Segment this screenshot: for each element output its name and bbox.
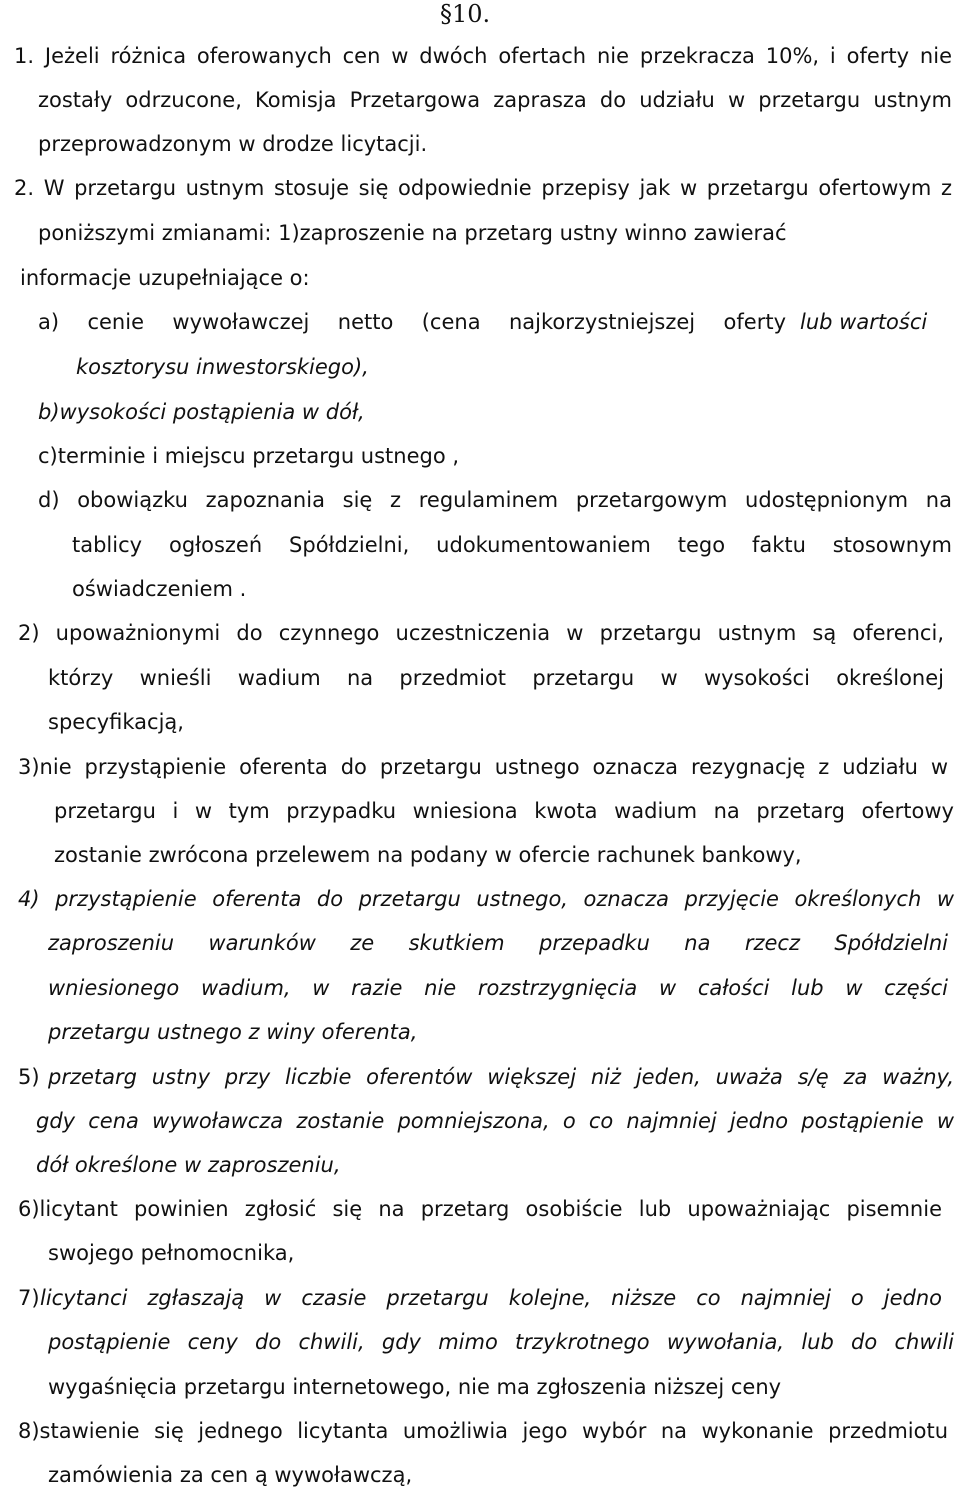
item-b-line-1: b)wysokości postąpienia w dół, [38,400,365,424]
item-2-line-3: specyfikacją, [48,710,184,734]
item-5-line-1: przetarg ustny przy liczbie oferentów większej niż jeden, uważa s/ę za ważny, [48,1065,954,1089]
item-6-line-2: swojego pełnomocnika, [48,1241,295,1265]
section-heading: §10. [440,0,491,28]
item-8-line-2: zamówienia za cen ą wywoławczą, [48,1463,413,1487]
item-4-line-2: zaproszeniu warunków ze skutkiem przepadku na rzecz Spółdzielni [48,931,948,955]
paragraph-1-line-3: przeprowadzonym w drodze licytacji. [38,132,428,156]
item-2-line-2: którzy wnieśli wadium na przedmiot przetargu w wysokości określonej [48,666,944,690]
paragraph-2-line-3: informacje uzupełniające o: [20,266,310,290]
item-7-line-1: licytanci zgłaszają w czasie przetargu kolejne, niższe co najmniej o jedno [40,1286,942,1310]
item-4-line-3: wniesionego wadium, w razie nie rozstrzygnięcia w całości lub w części [48,976,948,1000]
paragraph-1-line-2: zostały odrzucone, Komisja Przetargowa zaprasza do udziału w przetargu ustnym [38,88,952,112]
item-a-line-1-italic: lub wartości [800,310,928,334]
item-7-line-2: postąpienie ceny do chwili, gdy mimo trzykrotnego wywołania, lub do chwili [48,1330,954,1354]
item-d-line-1: d) obowiązku zapoznania się z regulaminem przetargowym udostępnionym na [38,488,952,512]
item-a-line-2: kosztorysu inwestorskiego), [76,355,369,379]
item-5-number: 5) [18,1065,40,1089]
item-a-line-1: a) cenie wywoławczej netto (cena najkorzystniejszej oferty [38,310,786,334]
item-7-number: 7) [18,1286,40,1310]
item-d-line-3: oświadczeniem . [72,577,247,601]
paragraph-2-line-1: 2. W przetargu ustnym stosuje się odpowiednie przepisy jak w przetargu ofertowym z [14,176,952,200]
item-5-line-3: dół określone w zaproszeniu, [36,1153,341,1177]
item-3-line-1: 3)nie przystąpienie oferenta do przetargu ustnego oznacza rezygnację z udziału w [18,755,948,779]
item-c-line-1: c)terminie i miejscu przetargu ustnego , [38,444,460,468]
item-3-line-3: zostanie zwrócona przelewem na podany w ofercie rachunek bankowy, [54,843,802,867]
item-6-line-1: 6)licytant powinien zgłosić się na przetarg osobiście lub upoważniając pisemnie [18,1197,942,1221]
item-5-line-2: gdy cena wywoławcza zostanie pomniejszona, o co najmniej jedno postąpienie w [36,1109,954,1133]
item-7-line-3: wygaśnięcia przetargu internetowego, nie ma zgłoszenia niższej ceny [48,1375,782,1399]
item-8-line-1: 8)stawienie się jednego licytanta umożliwia jego wybór na wykonanie przedmiotu [18,1419,948,1443]
item-3-line-2: przetargu i w tym przypadku wniesiona kwota wadium na przetarg ofertowy [54,799,954,823]
paragraph-2-line-2: poniższymi zmianami: 1)zaproszenie na przetarg ustny winno zawierać [38,221,787,245]
item-4-line-1: 4) przystąpienie oferenta do przetargu ustnego, oznacza przyjęcie określonych w [18,887,954,911]
item-4-line-4: przetargu ustnego z winy oferenta, [48,1020,418,1044]
paragraph-1-line-1: 1. Jeżeli różnica oferowanych cen w dwóch ofertach nie przekracza 10%, i oferty nie [14,44,952,68]
item-2-line-1: 2) upoważnionymi do czynnego uczestniczenia w przetargu ustnym są oferenci, [18,621,944,645]
item-d-line-2: tablicy ogłoszeń Spółdzielni, udokumentowaniem tego faktu stosownym [72,533,952,557]
